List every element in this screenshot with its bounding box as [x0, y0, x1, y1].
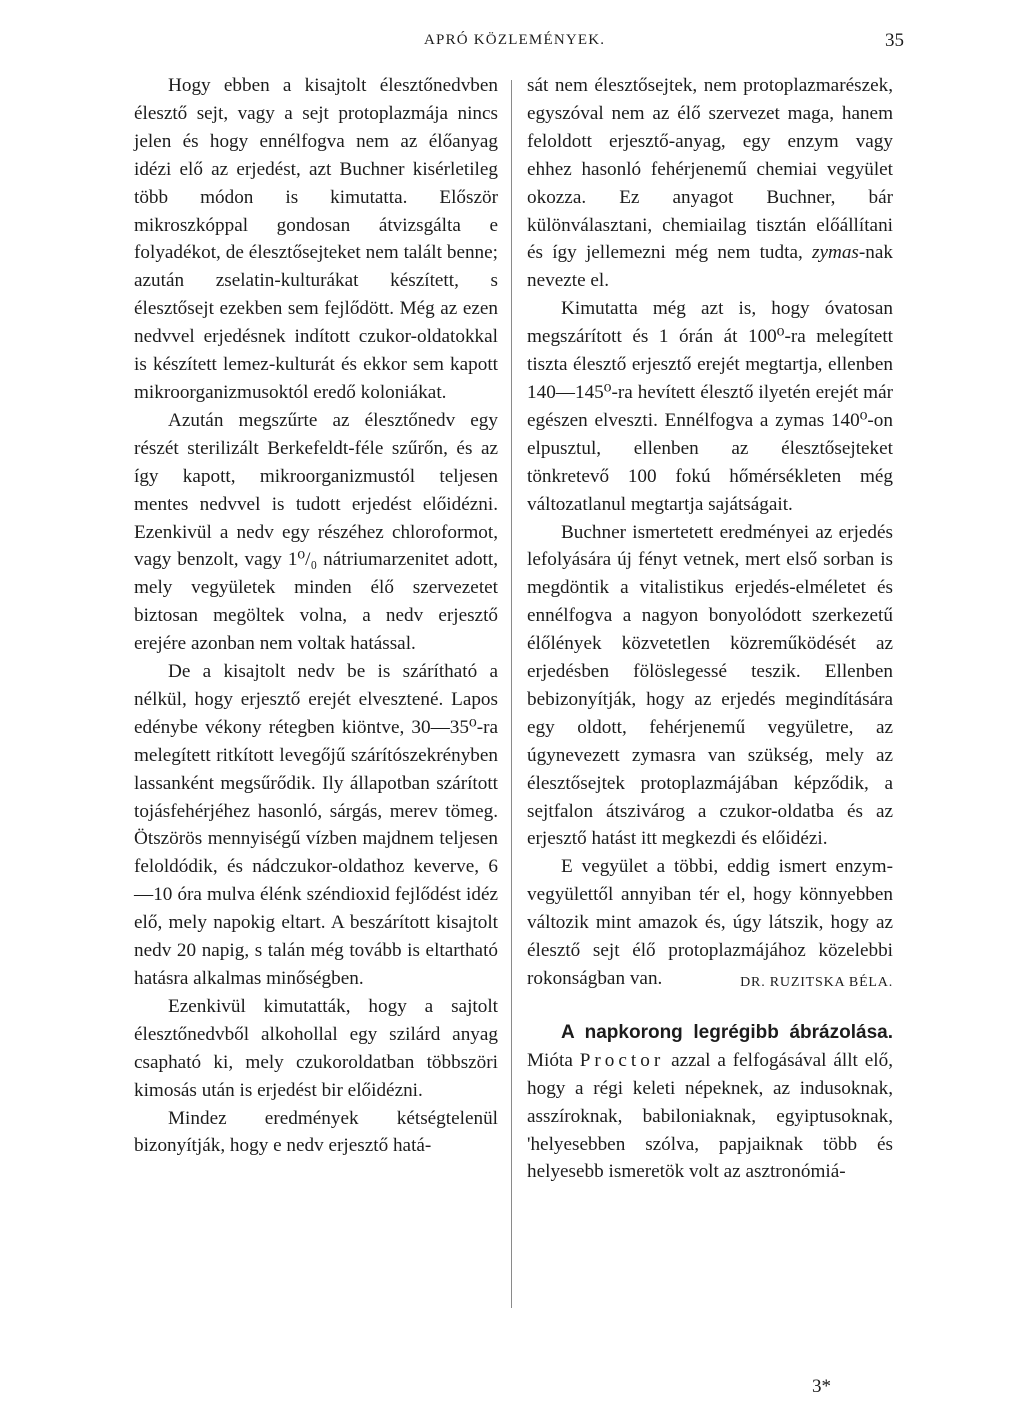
author-signature: DR. RUZITSKA BÉLA.	[740, 975, 893, 990]
italic-term: zymas	[812, 242, 859, 264]
paragraph	[527, 72, 893, 295]
paragraph: Kimutatta még azt is, hogy óvatosan megszárított és 1 órán át 100⁰-ra melegített tiszta élesztő erjesztő erejét megtartja, ellenben 140—145⁰-ra hevített élesztő ilyetén erejét már egészen elveszti. Ennélfogva a zymas 140⁰-on elpusztul, ellenben az élesztősejteket tönkretevő 100 fokú hőmérsékleten még változatlanul megtartja sajátságait.	[527, 298, 893, 515]
text-run: -nak nevezte el.	[527, 242, 893, 292]
paragraph: De a kisajtolt nedv be is szárítható a nélkül, hogy erjesztő erejét elvesztené. Lapos edénybe vékony rétegben kiöntve, 30—35⁰-ra melegített ritkított levegőjű szárítószekrényben lassanként megsűrődik. Ily állapotban szárított tojásfehérjéhez hasonló, sárgás, merev tömeg. Ötszörös mennyiségű vízben majdnem teljesen feloldódik, és nádczukor-oldathoz keverve, 6—10 óra mulva élénk széndioxid fejlődést idéz elő, mely napokig eltart. A beszárított kisajtolt nedv 20 napig, s talán még tovább is eltartható hatásra alkalmas minőségben.	[134, 661, 498, 989]
left-column	[134, 72, 498, 1160]
paragraph: Ezenkivül kimutatták, hogy a sajtolt élesztőnedvből alkohollal egy szilárd anyag csapható ki, mely czukoroldatban többszöri kimosás után is erjedést bir előidézni.	[134, 995, 498, 1101]
paragraph: Azután megszűrte az élesztőnedv egy részét sterilizált Berkefeldt-féle szűrőn, és az így kapott, mikroorganizmustól teljesen mentes nedvvel is tudott erjedést előidézni. Ezenkivül a nedv egy részéhez chloroformot, vagy benzolt, vagy 1⁰/₀ nátriumarzenitet adott, mely vegyületek minden élő szervezetet biztosan megöltek volna, a nedv erjesztő erejére azonban nem voltak hatással.	[134, 409, 498, 655]
paragraph: Buchner ismertetett eredményei az erjedés lefolyására új fényt vetnek, mert első sorban is megdöntik a vitalistikus erjedés-elméletet és ennélfogva a nagyon bonyolódott szerkezetű élőlények közvetetlen közreműködését az erjedésben fölöslegessé teszik. Ellenben bebizonyítják, hogy az erjedés megindítására egy oldott, fehérjenemű vegyületre, az úgynevezett zymasra van szükség, mely az élesztősejtek protoplazmájában képződik, a sejtfalon átszivárog a czukor-oldatba és az erjesztő hatást itt megkezdi és előidézi.	[527, 521, 893, 850]
section-title: A napkorong legrégibb ábrázolása.	[561, 1021, 893, 1043]
paragraph: Hogy ebben a kisajtolt élesztőnedvben élesztő sejt, vagy a sejt protoplazmája nincs jelen és hogy ennélfogva nem az élőanyag idézi elő az erjedést, azt Buchner kisérletileg több módon is kimutatta. Először mikroszkóppal gondosan átvizsgálta e folyadékot, de élesztősejteket nem talált benne; azután zselatin-kulturákat készített, s élesztősejt ezekben sem fejlődött. Még az ezen nedvvel erjedésnek indított czukor-oldatokkal is készített lemez-kulturát és ekkor sem kapott mikroorganizmusoktól eredő koloniákat.	[134, 75, 498, 403]
right-column	[527, 72, 893, 1186]
author-name: Proctor	[579, 1049, 665, 1071]
text-run: azzal a felfogásával állt elő, hogy a régi keleti népeknek, az indusoknak, asszíroknak, babiloniaknak, egyiptusoknak, 'helyesebben szólva, papjaiknak több és helyesebb ismeretök volt az asztronómiá-	[527, 1049, 893, 1183]
paragraph	[527, 853, 893, 993]
text-run: Mióta	[527, 1049, 580, 1071]
section-paragraph	[527, 1019, 893, 1186]
paragraph: Mindez eredmények kétségtelenül bizonyítják, hogy e nedv erjesztő hatá-	[134, 1107, 498, 1157]
page-header	[0, 28, 1024, 58]
running-head: APRÓ KÖZLEMÉNYEK.	[424, 32, 606, 48]
page-number: 35	[885, 30, 904, 51]
column-divider	[511, 80, 512, 1308]
text-run: E vegyület a többi, eddig ismert enzym-vegyülettől annyiban tér el, hogy könnyebben változik mint amazok és, úgy látszik, hogy az élesztő sejt élő protoplazmájához közelebbi rokonságban van.	[527, 856, 893, 989]
signature-mark: 3*	[812, 1376, 831, 1397]
text-run: sát nem élesztősejtek, nem protoplazmarészek, egyszóval nem az élő szervezet maga, hanem feloldott erjesztő-anyag, egy enzym vagy ehhez hasonló fehérjenemű chemiai vegyület okozza. Ez anyagot Buchner, bár különválasztani, chemiailag tisztán előállítani és így jellemezni még nem tudta,	[527, 75, 893, 264]
